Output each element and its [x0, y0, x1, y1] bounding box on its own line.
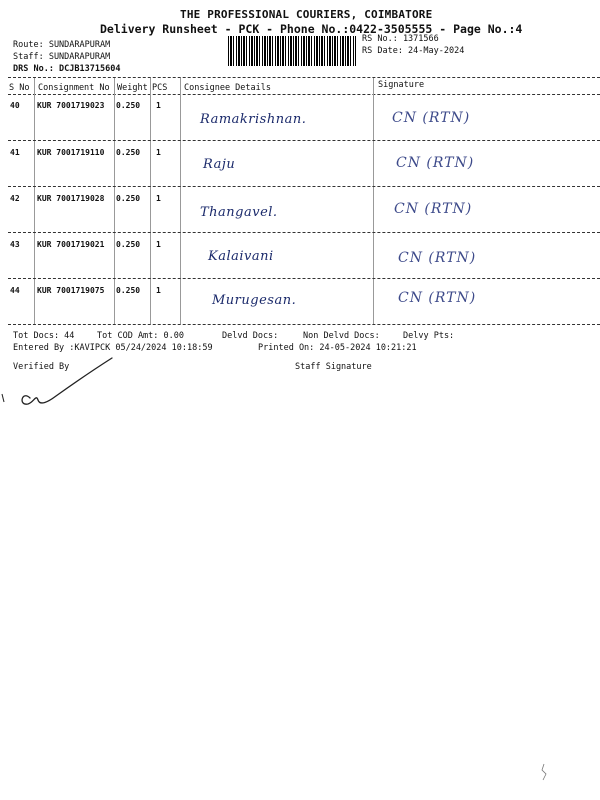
table-header-rule	[8, 94, 600, 95]
row-rule	[8, 278, 600, 279]
row-weight: 0.250	[116, 194, 141, 203]
row-pcs: 1	[156, 194, 161, 203]
col-divider	[34, 78, 35, 324]
rs-date: RS Date: 24-May-2024	[362, 46, 465, 56]
row-rule	[8, 232, 600, 233]
verified-by-label: Verified By	[13, 362, 70, 372]
row-signature-handwritten: CN (RTN)	[394, 201, 473, 217]
col-header-weight: Weight	[117, 83, 148, 93]
col-header-consignment: Consignment No	[38, 83, 110, 93]
col-header-consignee: Consignee Details	[184, 83, 271, 93]
row-consignment: KUR 7001719110	[37, 148, 105, 157]
stray-mark	[536, 762, 552, 782]
row-sno: 40	[10, 101, 20, 110]
row-consignee-handwritten: Kalaivani	[208, 249, 274, 264]
row-pcs: 1	[156, 240, 161, 249]
rs-number: RS No.: 1371566	[362, 34, 439, 44]
staff-label: Staff: SUNDARAPURAM	[13, 52, 111, 62]
row-consignee-handwritten: Raju	[203, 157, 236, 172]
row-weight: 0.250	[116, 286, 141, 295]
row-signature-handwritten: CN (RTN)	[398, 250, 477, 266]
row-consignment: KUR 7001719075	[37, 286, 105, 295]
printed-on: Printed On: 24-05-2024 10:21:21	[258, 343, 417, 353]
row-sno: 42	[10, 194, 20, 203]
row-pcs: 1	[156, 148, 161, 157]
table-bottom-rule	[8, 324, 600, 325]
drs-number: DRS No.: DCJB13715604	[13, 64, 121, 74]
col-divider	[373, 78, 374, 324]
delivery-points: Delvy Pts:	[403, 331, 455, 341]
row-consignment: KUR 7001719021	[37, 240, 105, 249]
row-rule	[8, 186, 600, 187]
row-consignee-handwritten: Ramakrishnan.	[200, 112, 307, 127]
row-weight: 0.250	[116, 101, 141, 110]
company-name: THE PROFESSIONAL COURIERS, COIMBATORE	[180, 8, 433, 21]
col-divider	[180, 78, 181, 324]
col-header-sno: S No	[9, 83, 30, 93]
col-header-pcs: PCS	[152, 83, 168, 93]
entered-by: Entered By :KAVIPCK 05/24/2024 10:18:59	[13, 343, 213, 353]
row-sno: 43	[10, 240, 20, 249]
row-consignment: KUR 7001719023	[37, 101, 105, 110]
barcode	[228, 36, 356, 66]
row-rule	[8, 140, 600, 141]
non-delivered-docs: Non Delvd Docs:	[303, 331, 380, 341]
row-signature-handwritten: CN (RTN)	[398, 290, 477, 306]
row-pcs: 1	[156, 101, 161, 110]
row-consignment: KUR 7001719028	[37, 194, 105, 203]
runsheet-title: Delivery Runsheet - PCK - Phone No.:0422-3505555 - Page No.:4	[100, 22, 523, 36]
col-divider	[150, 78, 151, 324]
row-signature-handwritten: CN (RTN)	[392, 110, 471, 126]
route-label: Route: SUNDARAPURAM	[13, 40, 111, 50]
delivered-docs: Delvd Docs:	[222, 331, 279, 341]
staff-signature-label: Staff Signature	[295, 362, 372, 372]
col-divider	[114, 78, 115, 324]
col-header-signature: Signature	[378, 80, 425, 90]
row-signature-handwritten: CN (RTN)	[396, 155, 475, 171]
row-weight: 0.250	[116, 240, 141, 249]
table-top-rule	[8, 77, 600, 78]
row-sno: 44	[10, 286, 20, 295]
row-sno: 41	[10, 148, 20, 157]
row-weight: 0.250	[116, 148, 141, 157]
row-consignee-handwritten: Thangavel.	[200, 205, 278, 220]
row-consignee-handwritten: Murugesan.	[212, 293, 297, 308]
total-docs: Tot Docs: 44	[13, 331, 75, 341]
verifier-signature	[0, 350, 120, 420]
total-cod-amount: Tot COD Amt: 0.00	[97, 331, 184, 341]
row-pcs: 1	[156, 286, 161, 295]
